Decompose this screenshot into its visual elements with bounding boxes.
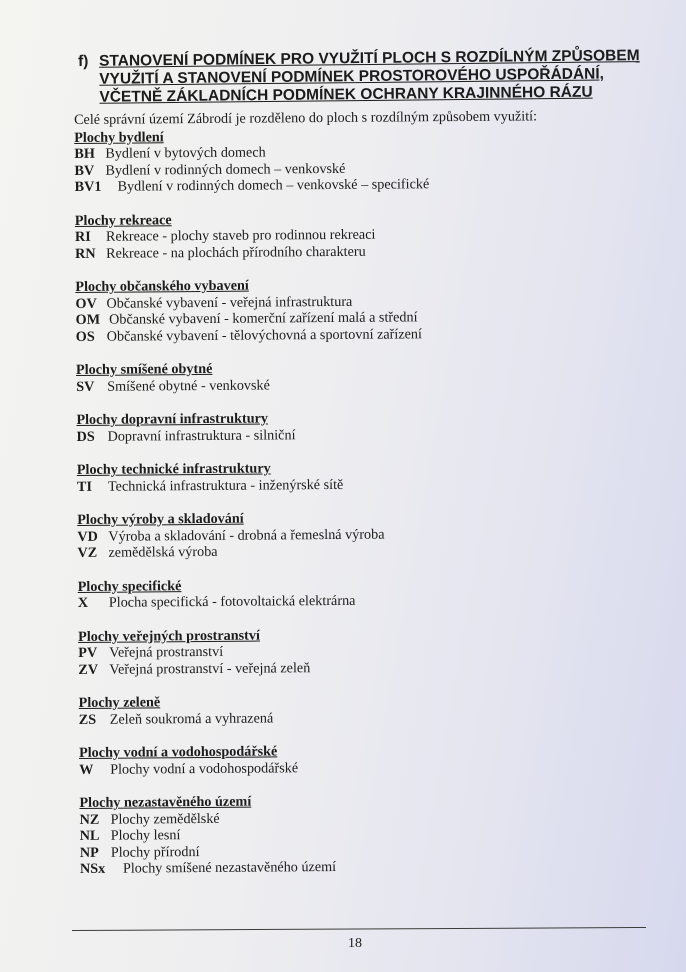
area-code: BH <box>74 145 95 162</box>
area-code: BV1 <box>74 178 102 195</box>
area-code: PV <box>78 644 98 661</box>
heading-lines <box>99 47 639 107</box>
area-description: Smíšené obytné - venkovské <box>107 376 270 395</box>
area-description: Bydlení v rodinných domech – venkovské – specifické <box>117 176 430 195</box>
list-item <box>79 707 659 728</box>
area-code: TI <box>76 478 92 495</box>
section-title: Plochy občanského vybavení <box>75 277 249 295</box>
area-description: zemědělská výroba <box>108 543 218 561</box>
land-use-section <box>79 790 660 877</box>
footer-divider <box>72 927 646 931</box>
area-code: ZV <box>78 661 99 678</box>
area-description: Výroba a skladování - drobná a řemeslná výroba <box>108 526 385 545</box>
land-use-section <box>74 125 655 196</box>
area-description: Technická infrastruktura - inženýrské sítě <box>107 476 344 495</box>
land-use-section <box>77 457 657 495</box>
section-title: Plochy smíšené obytné <box>75 360 213 378</box>
area-code: RN <box>75 245 96 262</box>
area-code: BV <box>74 162 95 179</box>
land-use-sections <box>74 125 660 878</box>
document-content <box>74 107 660 894</box>
area-code: W <box>79 761 94 778</box>
area-description: Plochy smíšené nezastavěného území <box>122 858 337 877</box>
area-description: Bydlení v rodinných domech – venkovské <box>105 160 346 179</box>
area-description: Plochy lesní <box>110 827 181 844</box>
area-description: Občanské vybavení - tělovýchovná a sportovní zařízení <box>106 325 422 345</box>
heading-line: STANOVENÍ PODMÍNEK PRO VYUŽITÍ PLOCH S ROZDÍLNÝM ZPŮSOBEM <box>98 47 640 70</box>
section-title: Plochy specifické <box>77 577 182 595</box>
area-code: ZS <box>78 711 97 728</box>
section-title: Plochy bydlení <box>74 128 164 146</box>
land-use-section <box>78 574 658 612</box>
list-item <box>80 856 660 877</box>
land-use-section <box>78 624 658 678</box>
intro-text: Celé správní území Zábrodí je rozděleno do ploch s rozdílným způsobem využití: <box>74 108 538 128</box>
area-description: Bydlení v bytových domech <box>105 144 266 162</box>
list-item <box>79 757 659 778</box>
area-description: Zeleň soukromá a vyhrazená <box>109 709 274 728</box>
area-description: Veřejná prostranství <box>109 643 224 661</box>
area-code: SV <box>76 378 95 395</box>
list-item <box>77 474 657 495</box>
heading-line: VYUŽITÍ A STANOVENÍ PODMÍNEK PROSTOROVÉHO USPOŘÁDÁNÍ, <box>99 65 605 88</box>
page-number: 18 <box>348 936 362 951</box>
area-code: VZ <box>77 544 98 561</box>
area-description: Plochy vodní a vodohospodářské <box>110 759 299 778</box>
area-code: OM <box>75 311 101 328</box>
area-description: Rekreace - plochy staveb pro rodinnou rekreaci <box>105 226 376 245</box>
area-code: VD <box>77 528 98 545</box>
area-description: Rekreace - na plochách přírodního charakteru <box>106 243 366 262</box>
area-code: OS <box>75 328 95 345</box>
area-description: Občanské vybavení - komerční zařízení malá a střední <box>109 309 418 328</box>
area-code: DS <box>76 428 95 445</box>
section-title: Plochy dopravní infrastruktury <box>76 410 269 428</box>
area-code: NL <box>79 827 100 844</box>
area-description: Veřejná prostranství - veřejná zeleň <box>109 659 311 678</box>
land-use-section <box>75 208 655 262</box>
area-description: Dopravní infrastruktura - silniční <box>107 426 296 445</box>
section-title: Plochy výroby a skladování <box>77 510 244 528</box>
list-item <box>75 241 655 262</box>
section-heading <box>78 47 639 107</box>
section-title: Plochy technické infrastruktury <box>76 460 271 478</box>
area-code: X <box>77 594 89 611</box>
section-title: Plochy veřejných prostranství <box>78 627 260 645</box>
area-code: NP <box>79 844 99 861</box>
area-code: OV <box>75 295 97 312</box>
list-item <box>78 590 658 611</box>
land-use-section <box>76 357 656 395</box>
list-item <box>76 374 656 395</box>
land-use-section <box>76 407 656 445</box>
section-title: Plochy rekreace <box>74 211 172 229</box>
list-item <box>76 424 656 445</box>
area-description: Plocha specifická - fotovoltaická elektrárna <box>108 592 356 611</box>
list-item <box>75 174 655 195</box>
list-item <box>78 657 658 678</box>
section-title: Plochy zeleně <box>78 694 161 711</box>
area-description: Plochy přírodní <box>110 843 200 861</box>
area-description: Plochy zemědělské <box>110 810 220 828</box>
section-title: Plochy nezastavěného území <box>79 793 252 811</box>
area-description: Občanské vybavení - veřejná infrastruktura <box>106 293 353 312</box>
land-use-section <box>79 740 659 778</box>
heading-line: VČETNĚ ZÁKLADNÍCH PODMÍNEK OCHRANY KRAJINNÉHO RÁZU <box>99 83 593 106</box>
land-use-section <box>75 274 656 345</box>
area-code: RI <box>74 228 91 245</box>
section-title: Plochy vodní a vodohospodářské <box>78 743 278 761</box>
list-item <box>77 540 657 561</box>
area-code: NSx <box>79 860 106 877</box>
heading-marker: f) <box>78 52 89 70</box>
land-use-section <box>79 690 659 728</box>
list-item <box>76 324 656 345</box>
land-use-section <box>77 507 657 561</box>
area-code: NZ <box>79 811 100 828</box>
